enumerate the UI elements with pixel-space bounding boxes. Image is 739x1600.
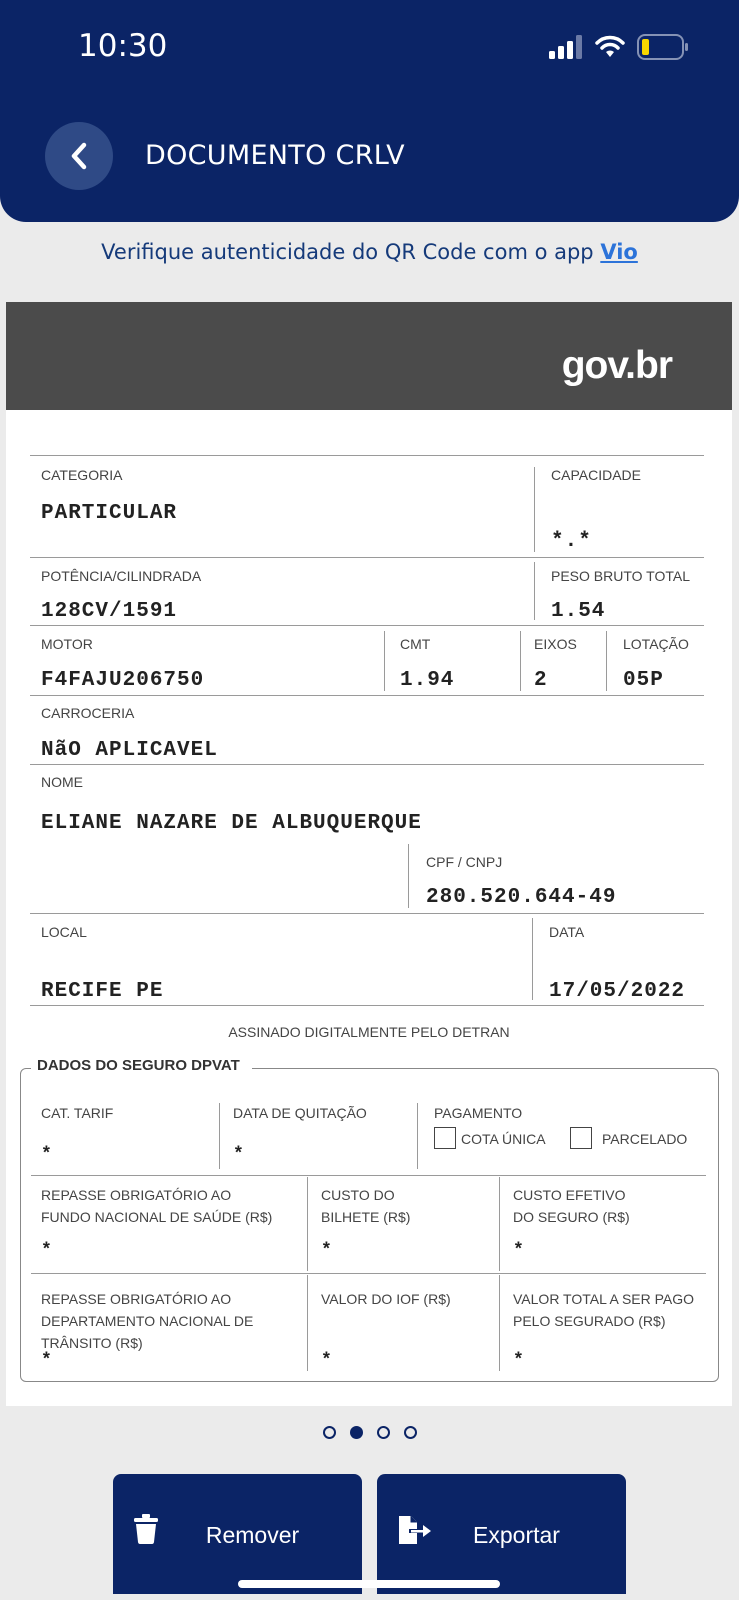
export-button[interactable]	[377, 1474, 626, 1594]
back-button[interactable]	[45, 122, 113, 190]
potencia-value: 128CV/1591	[41, 600, 178, 623]
cat-tarif-value: *	[41, 1145, 53, 1165]
page-dot-1[interactable]	[323, 1426, 336, 1439]
iof-label: VALOR DO IOF (R$)	[321, 1291, 451, 1307]
pagamento-label: PAGAMENTO	[434, 1105, 523, 1121]
crlv-document	[6, 302, 732, 1406]
data-label: DATA	[549, 924, 585, 940]
remove-button[interactable]	[113, 1474, 362, 1594]
custo-efetivo-label-1: CUSTO EFETIVO	[513, 1187, 626, 1203]
remove-label: Remover	[205, 1522, 300, 1548]
vio-link[interactable]: Vio	[600, 240, 638, 264]
repasse-transito-label-2: DEPARTAMENTO NACIONAL DE	[41, 1313, 254, 1329]
motor-label: MOTOR	[41, 636, 93, 652]
peso-label: PESO BRUTO TOTAL	[551, 568, 691, 584]
verify-notice	[0, 240, 739, 264]
total-label-1: VALOR TOTAL A SER PAGO	[513, 1291, 695, 1307]
repasse-transito-value: *	[41, 1351, 53, 1371]
peso-value: 1.54	[551, 600, 606, 623]
total-value: *	[513, 1351, 525, 1371]
parcelado-label: PARCELADO	[602, 1131, 688, 1147]
eixos-value: 2	[534, 669, 548, 692]
local-value: RECIFE PE	[41, 980, 164, 1003]
custo-bilhete-label-1: CUSTO DO	[321, 1187, 395, 1203]
app-header	[0, 0, 739, 222]
custo-efetivo-label-2: DO SEGURO (R$)	[513, 1209, 630, 1225]
wifi-icon	[595, 35, 625, 59]
categoria-label: CATEGORIA	[41, 467, 123, 483]
status-icons	[549, 34, 689, 60]
nome-value: ELIANE NAZARE DE ALBUQUERQUE	[41, 812, 422, 835]
page-title: DOCUMENTO CRLV	[145, 140, 405, 171]
custo-bilhete-label-2: BILHETE (R$)	[321, 1209, 411, 1225]
page-dot-4[interactable]	[404, 1426, 417, 1439]
chevron-left-icon	[67, 141, 91, 171]
capacidade-value: *.*	[551, 530, 592, 553]
govbr-logo: gov.br	[561, 344, 672, 387]
cat-tarif-label: CAT. TARIF	[41, 1105, 114, 1121]
data-quitacao-label: DATA DE QUITAÇÃO	[233, 1105, 367, 1121]
lotacao-label: LOTAÇÃO	[623, 636, 689, 652]
cpf-value: 280.520.644-49	[426, 886, 617, 909]
signal-icon	[549, 35, 583, 59]
carroceria-value: NãO APLICAVEL	[41, 739, 218, 762]
signed-notice: ASSINADO DIGITALMENTE PELO DETRAN	[228, 1024, 510, 1040]
data-value: 17/05/2022	[549, 980, 686, 1003]
dpvat-title: DADOS DO SEGURO DPVAT	[31, 1057, 252, 1074]
cota-unica-label: COTA ÚNICA	[461, 1131, 546, 1147]
repasse-saude-value: *	[41, 1241, 53, 1261]
capacidade-label: CAPACIDADE	[551, 467, 641, 483]
parcelado-checkbox[interactable]	[570, 1127, 592, 1149]
cmt-label: CMT	[400, 636, 431, 652]
eixos-label: EIXOS	[534, 636, 577, 652]
verify-text: Verifique autenticidade do QR Code com o app	[101, 240, 601, 264]
battery-icon	[637, 34, 689, 60]
repasse-saude-label-2: FUNDO NACIONAL DE SAÚDE (R$)	[41, 1209, 273, 1225]
dpvat-section	[20, 1057, 719, 1382]
custo-bilhete-value: *	[321, 1241, 333, 1261]
potencia-label: POTÊNCIA/CILINDRADA	[41, 568, 202, 584]
page-indicator	[0, 1426, 739, 1439]
data-quitacao-value: *	[233, 1145, 245, 1165]
cota-unica-checkbox[interactable]	[434, 1127, 456, 1149]
local-label: LOCAL	[41, 924, 87, 940]
status-time: 10:30	[78, 28, 168, 64]
custo-efetivo-value: *	[513, 1241, 525, 1261]
repasse-transito-label-3: TRÂNSITO (R$)	[41, 1335, 143, 1351]
page-dot-2[interactable]	[350, 1426, 363, 1439]
motor-value: F4FAJU206750	[41, 669, 205, 692]
total-label-2: PELO SEGURADO (R$)	[513, 1313, 666, 1329]
categoria-value: PARTICULAR	[41, 502, 178, 525]
repasse-saude-label-1: REPASSE OBRIGATÓRIO AO	[41, 1187, 232, 1203]
cmt-value: 1.94	[400, 669, 455, 692]
page-dot-3[interactable]	[377, 1426, 390, 1439]
lotacao-value: 05P	[623, 669, 664, 692]
repasse-transito-label-1: REPASSE OBRIGATÓRIO AO	[41, 1291, 232, 1307]
document-header	[6, 302, 732, 410]
iof-value: *	[321, 1351, 333, 1371]
home-indicator[interactable]	[238, 1580, 500, 1588]
nome-label: NOME	[41, 774, 83, 790]
carroceria-label: CARROCERIA	[41, 705, 135, 721]
export-label: Exportar	[473, 1522, 560, 1548]
cpf-label: CPF / CNPJ	[426, 854, 503, 870]
